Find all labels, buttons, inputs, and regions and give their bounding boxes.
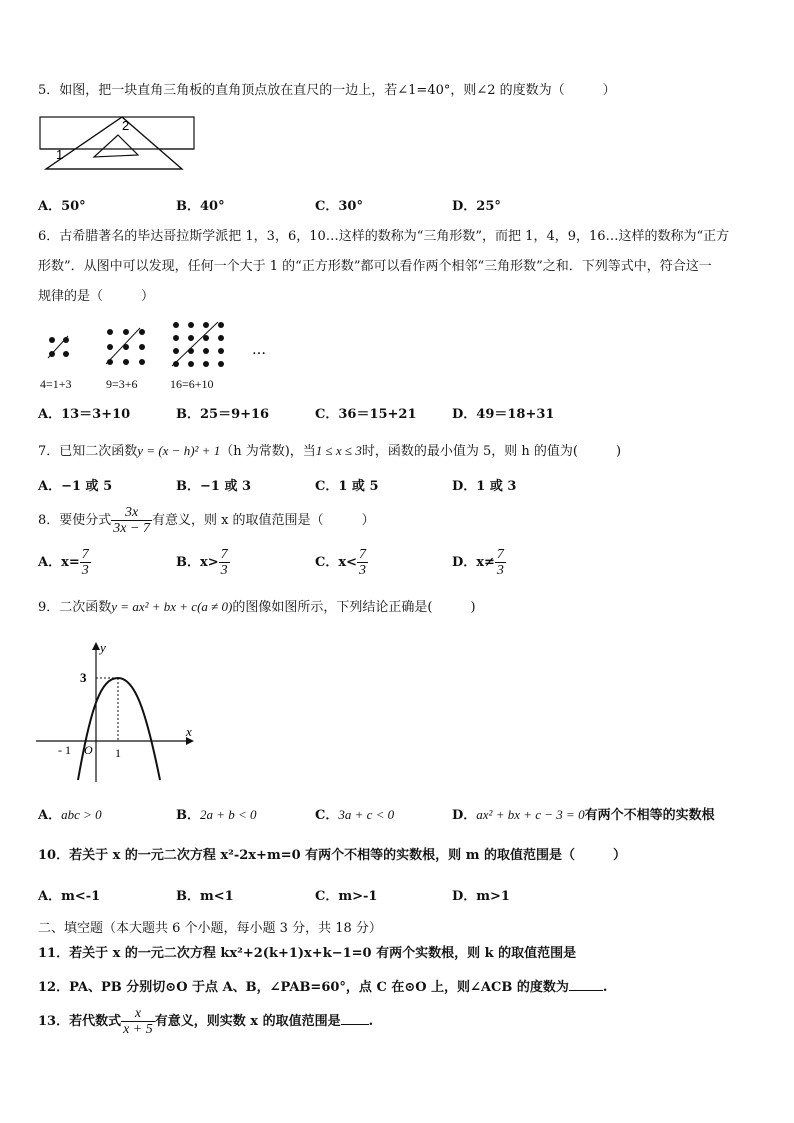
q12-stem: 12．PA、PB 分别切⊙O 于点 A、B，∠PAB=60°，点 C 在⊙O 上，则∠ACB 的度数为 . <box>38 980 608 995</box>
q9-graph <box>36 636 206 786</box>
q5-angle-label-2: 2 <box>122 118 130 133</box>
q10-option-b[interactable]: B．m<1 <box>176 889 234 904</box>
q9-option-d[interactable]: D．ax² + bx + c − 3 = 0有两个不相等的实数根 <box>452 807 715 823</box>
q9-option-c[interactable]: C．3a + c < 0 <box>315 807 395 823</box>
q9-option-b[interactable]: B．2a + b < 0 <box>176 807 257 823</box>
q10-stem: 10．若关于 x 的一元二次方程 x²-2x+m=0 有两个不相等的实数根，则 m 的取值范围是（ ） <box>38 848 626 863</box>
q8-option-d[interactable]: D．x≠ $\frac{7}{3}$ <box>452 547 504 578</box>
q5-option-d[interactable]: D．25° <box>452 199 501 214</box>
q12-answer-blank[interactable] <box>569 978 603 991</box>
q6-option-d[interactable]: D．49＝18+31 <box>452 407 555 422</box>
q7-stem: 7．已知二次函数y = (x − h)² + 1（h 为常数)，当1 ≤ x ≤ 3时，函数的最小值为 5，则 h 的值为( ) <box>38 443 622 459</box>
q13-stem: 13．若代数式 $\frac{x}{x + 5}$ 有意义，则实数 x 的取值范围是 . <box>38 1006 374 1037</box>
q6-caption-16: 16=6+10 <box>170 377 214 391</box>
section-2-heading: 二、填空题（本大题共 6 个小题，每小题 3 分，共 18 分） <box>38 921 382 936</box>
q5-option-c[interactable]: C．30° <box>315 199 363 214</box>
q7-option-c[interactable]: C．1 或 5 <box>315 479 379 494</box>
q9-x-label: x <box>186 724 192 739</box>
q8-fraction: $\frac{3x}{3x - 7}$ <box>113 505 150 536</box>
q10-option-a[interactable]: A．m<-1 <box>38 889 101 904</box>
q6-option-c[interactable]: C．36＝15+21 <box>315 407 417 422</box>
q7-option-a[interactable]: A．−1 或 5 <box>38 479 113 494</box>
q6-dot-figure <box>44 318 284 368</box>
q5-option-a[interactable]: A．50° <box>38 199 86 214</box>
q10-option-d[interactable]: D．m>1 <box>452 889 510 904</box>
q9-tick-3: 3 <box>80 670 87 685</box>
q6-ellipsis: … <box>252 342 266 358</box>
q6-line1: 6．古希腊著名的毕达哥拉斯学派把 1，3，6，10…这样的数称为“三角形数”，而把 1，4，9，16…这样的数称为“正方 <box>38 229 730 244</box>
q5-angle-label-1: 1 <box>56 147 64 162</box>
q5-stem: 5．如图，把一块直角三角板的直角顶点放在直尺的一边上，若∠1=40°，则∠2 的度数为（ ） <box>38 83 616 98</box>
q8-option-b[interactable]: B．x> $\frac{7}{3}$ <box>176 547 228 578</box>
q6-line2: 形数”．从图中可以发现，任何一个大于 1 的“正方形数”都可以看作两个相邻“三角形数”之和．下列等式中，符合这一 <box>38 259 712 274</box>
q9-tick-1: 1 <box>115 746 121 760</box>
q9-origin: O <box>84 743 93 757</box>
q6-option-a[interactable]: A．13＝3+10 <box>38 407 131 422</box>
q6-option-b[interactable]: B．25＝9+16 <box>176 407 270 422</box>
q9-option-a[interactable]: A．abc > 0 <box>38 807 102 823</box>
q9-stem: 9．二次函数y = ax² + bx + c(a ≠ 0)的图像如图所示，下列结论正确是( ) <box>38 599 476 615</box>
q6-caption-9: 9=3+6 <box>106 377 138 391</box>
q8-option-c[interactable]: C．x< $\frac{7}{3}$ <box>315 547 366 578</box>
q8-stem: 8．要使分式 $\frac{3x}{3x - 7}$ 有意义，则 x 的取值范围是（ ） <box>38 505 375 536</box>
q11-stem: 11．若关于 x 的一元二次方程 kx²+2(k+1)x+k−1=0 有两个实数根，则 k 的取值范围是 <box>38 946 577 961</box>
q6-line3: 规律的是（ ） <box>38 289 155 304</box>
q8-option-a[interactable]: A．x= $\frac{7}{3}$ <box>38 547 89 578</box>
q6-caption-4: 4=1+3 <box>40 377 72 391</box>
q13-answer-blank[interactable] <box>341 1012 369 1025</box>
q7-option-b[interactable]: B．−1 或 3 <box>176 479 252 494</box>
q9-y-label: y <box>100 640 106 655</box>
q13-fraction: $\frac{x}{x + 5}$ <box>123 1006 153 1037</box>
q10-option-c[interactable]: C．m>-1 <box>315 889 378 904</box>
q5-figure <box>38 113 198 173</box>
q5-option-b[interactable]: B．40° <box>176 199 225 214</box>
q9-tick-neg1: - 1 <box>58 743 71 757</box>
q7-option-d[interactable]: D．1 或 3 <box>452 479 517 494</box>
